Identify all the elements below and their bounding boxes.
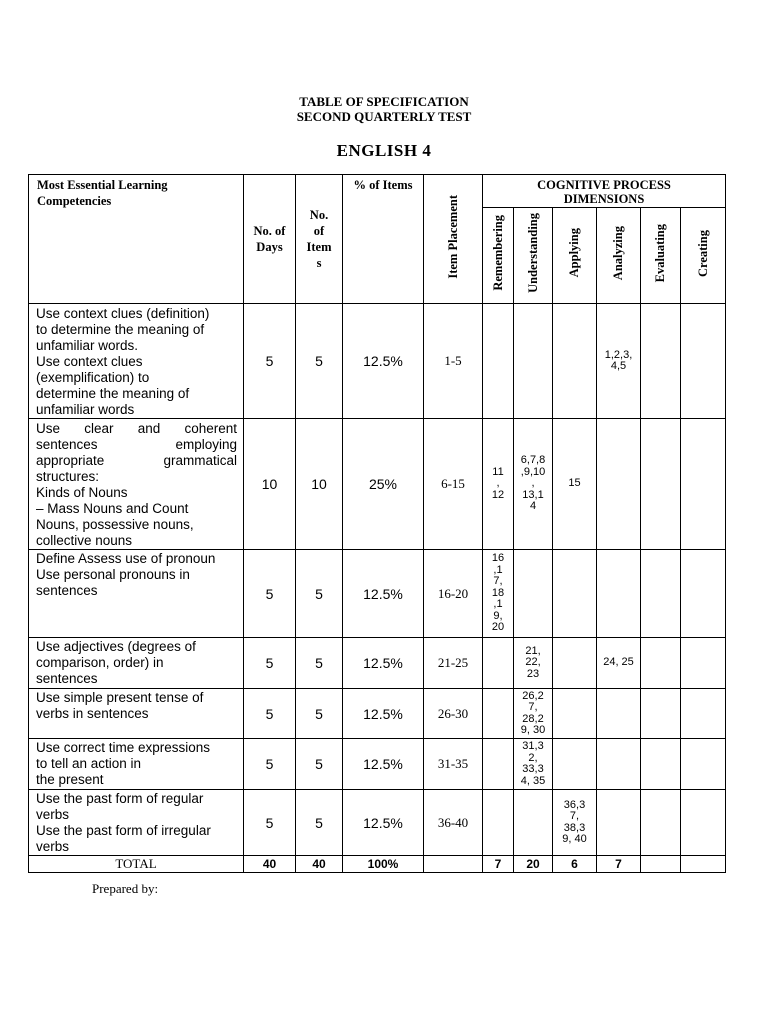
competency-line: unfamiliar words bbox=[36, 402, 135, 417]
item-numbers-line: 7, bbox=[569, 810, 580, 822]
applying-cell bbox=[553, 790, 597, 856]
total-row bbox=[29, 856, 726, 873]
table-row bbox=[29, 638, 726, 689]
percent-cell: 25% bbox=[343, 419, 424, 550]
evaluating-cell bbox=[641, 739, 681, 790]
competency-line: appropriate grammatical bbox=[36, 453, 237, 468]
item-numbers-line: 22, bbox=[525, 656, 541, 669]
competency-line: determine the meaning of bbox=[36, 386, 190, 401]
percent-cell: 12.5% bbox=[343, 790, 424, 856]
percent-cell: 12.5% bbox=[343, 638, 424, 689]
item-numbers-line: 36,3 bbox=[563, 798, 586, 811]
item-numbers-line: 13,1 bbox=[522, 488, 544, 501]
total-remembering: 7 bbox=[483, 856, 514, 873]
competency-cell bbox=[29, 739, 244, 790]
remembering-cell bbox=[483, 790, 514, 856]
understanding-cell bbox=[514, 790, 553, 856]
competency-line: Kinds of Nouns bbox=[36, 485, 128, 500]
analyzing-header: Analyzing bbox=[597, 208, 641, 304]
evaluating-cell bbox=[641, 689, 681, 739]
remembering-cell bbox=[483, 550, 514, 638]
creating-cell bbox=[681, 638, 726, 689]
remembering-header: Remembering bbox=[483, 208, 514, 304]
applying-cell bbox=[553, 638, 597, 689]
applying-cell bbox=[553, 739, 597, 790]
item-numbers-line: ,1 bbox=[493, 563, 503, 576]
analyzing-cell bbox=[597, 790, 641, 856]
analyzing-cell bbox=[597, 739, 641, 790]
days-cell: 5 bbox=[244, 790, 296, 856]
days-cell: 5 bbox=[244, 304, 296, 419]
competency-cell bbox=[29, 689, 244, 739]
competency-line: verbs in sentences bbox=[36, 706, 149, 721]
item-numbers-line: 38,3 bbox=[563, 821, 586, 834]
placement-cell: 36-40 bbox=[424, 790, 483, 856]
competency-line: verbs bbox=[36, 839, 70, 854]
placement-cell: 26-30 bbox=[424, 689, 483, 739]
analyzing-cell bbox=[597, 638, 641, 689]
document-title: TABLE OF SPECIFICATION bbox=[299, 94, 469, 109]
specification-table bbox=[28, 174, 726, 873]
understanding-cell bbox=[514, 638, 553, 689]
applying-cell bbox=[553, 550, 597, 638]
item-numbers-line: 4,5 bbox=[610, 360, 627, 372]
remembering-cell bbox=[483, 689, 514, 739]
applying-cell bbox=[553, 419, 597, 550]
table-row bbox=[29, 550, 726, 638]
evaluating-cell bbox=[641, 790, 681, 856]
creating-cell bbox=[681, 419, 726, 550]
evaluating-cell bbox=[641, 304, 681, 419]
competency-line: Use correct time expressions bbox=[36, 740, 211, 755]
table-row bbox=[29, 689, 726, 739]
competency-line: the present bbox=[36, 772, 104, 787]
creating-cell bbox=[681, 689, 726, 739]
understanding-cell bbox=[514, 689, 553, 739]
placement-cell: 16-20 bbox=[424, 550, 483, 638]
item-numbers-line: 12 bbox=[491, 488, 505, 501]
competency-line: Nouns, possessive nouns, bbox=[36, 517, 194, 532]
evaluating-cell bbox=[641, 550, 681, 638]
item-numbers-line: 15 bbox=[568, 477, 581, 490]
prepared-by: Prepared by: bbox=[92, 881, 159, 896]
item-numbers-line: 26,2 bbox=[522, 689, 544, 702]
percent-cell: 12.5% bbox=[343, 739, 424, 790]
item-numbers-line: 7, bbox=[493, 575, 503, 588]
analyzing-cell bbox=[597, 304, 641, 419]
item-numbers-line: 18 bbox=[491, 586, 505, 599]
competency-line: to determine the meaning of bbox=[36, 322, 205, 337]
competency-line: sentences bbox=[36, 583, 98, 598]
competency-line: unfamiliar words. bbox=[36, 338, 139, 353]
analyzing-cell bbox=[597, 689, 641, 739]
items-cell: 5 bbox=[296, 304, 343, 419]
competency-line: collective nouns bbox=[36, 533, 133, 548]
applying-cell bbox=[553, 304, 597, 419]
percent-cell: 12.5% bbox=[343, 550, 424, 638]
competency-line: (exemplification) to bbox=[36, 370, 150, 385]
creating-cell bbox=[681, 550, 726, 638]
understanding-cell bbox=[514, 739, 553, 790]
item-numbers-line: 4, 35 bbox=[520, 774, 546, 787]
items-header: No. of Item s bbox=[296, 175, 343, 304]
subject-title: ENGLISH 4 bbox=[336, 141, 432, 160]
creating-cell bbox=[681, 304, 726, 419]
total-percent: 100% bbox=[343, 856, 424, 873]
competency-line: Use clear and coherent bbox=[36, 421, 237, 436]
total-analyzing: 7 bbox=[597, 856, 641, 873]
competency-line: Use personal pronouns in bbox=[36, 567, 190, 582]
item-numbers-line: ,9,10 bbox=[520, 465, 546, 478]
competency-line: Use the past form of regular bbox=[36, 791, 204, 806]
items-cell: 5 bbox=[296, 790, 343, 856]
table-row bbox=[29, 739, 726, 790]
evaluating-header: Evaluating bbox=[641, 208, 681, 304]
competency-line: Use simple present tense of bbox=[36, 690, 204, 705]
items-cell: 5 bbox=[296, 739, 343, 790]
item-numbers-line: 9, bbox=[493, 609, 503, 622]
competency-line: Use context clues (definition) bbox=[36, 306, 210, 321]
applying-header: Applying bbox=[553, 208, 597, 304]
competency-line: Use context clues bbox=[36, 354, 143, 369]
item-numbers-line: , bbox=[531, 477, 535, 490]
competency-line: verbs bbox=[36, 807, 70, 822]
item-numbers-line: ,1 bbox=[493, 598, 503, 611]
competency-line: comparison, order) in bbox=[36, 655, 164, 670]
placement-cell: 31-35 bbox=[424, 739, 483, 790]
competency-line: Define Assess use of pronoun bbox=[36, 551, 216, 566]
placement-cell: 21-25 bbox=[424, 638, 483, 689]
placement-cell: 6-15 bbox=[424, 419, 483, 550]
total-label: TOTAL bbox=[29, 856, 244, 873]
total-days: 40 bbox=[244, 856, 296, 873]
header-row-1 bbox=[29, 175, 726, 208]
total-applying: 6 bbox=[553, 856, 597, 873]
item-numbers-line: 4 bbox=[529, 500, 537, 513]
competency-cell bbox=[29, 304, 244, 419]
competency-cell bbox=[29, 550, 244, 638]
table-row bbox=[29, 304, 726, 419]
competency-cell bbox=[29, 419, 244, 550]
item-numbers-line: 11 bbox=[492, 465, 504, 478]
percent-header: % of Items bbox=[343, 175, 424, 304]
competency-line: Use adjectives (degrees of bbox=[36, 639, 196, 654]
competency-line: sentences employing bbox=[36, 437, 237, 452]
days-header: No. of Days bbox=[244, 175, 296, 304]
items-cell: 5 bbox=[296, 689, 343, 739]
total-understanding: 20 bbox=[514, 856, 553, 873]
applying-cell bbox=[553, 689, 597, 739]
competency-cell bbox=[29, 638, 244, 689]
remembering-cell bbox=[483, 739, 514, 790]
placement-cell: 1-5 bbox=[424, 304, 483, 419]
percent-cell: 12.5% bbox=[343, 304, 424, 419]
item-numbers-line: 9, 40 bbox=[562, 833, 587, 845]
evaluating-cell bbox=[641, 638, 681, 689]
item-numbers-line: 23 bbox=[526, 667, 540, 680]
understanding-cell bbox=[514, 550, 553, 638]
creating-cell bbox=[681, 739, 726, 790]
understanding-cell bbox=[514, 304, 553, 419]
days-cell: 5 bbox=[244, 638, 296, 689]
remembering-cell bbox=[483, 304, 514, 419]
days-cell: 5 bbox=[244, 550, 296, 638]
competency-cell bbox=[29, 790, 244, 856]
competency-line: structures: bbox=[36, 469, 100, 484]
days-cell: 5 bbox=[244, 739, 296, 790]
placement-header: Item Placement bbox=[424, 175, 483, 304]
days-cell: 5 bbox=[244, 689, 296, 739]
item-numbers-line: 33,3 bbox=[522, 763, 544, 775]
remembering-cell bbox=[483, 638, 514, 689]
competency-line: Use the past form of irregular bbox=[36, 823, 211, 838]
understanding-header: Understanding bbox=[514, 208, 553, 304]
table-row bbox=[29, 790, 726, 856]
item-numbers-line: 2, bbox=[528, 751, 538, 764]
document-subtitle: SECOND QUARTERLY TEST bbox=[296, 109, 472, 124]
total-creating bbox=[681, 856, 726, 873]
item-numbers-line: 16 bbox=[491, 552, 505, 565]
cognitive-dimensions-header: COGNITIVE PROCESS DIMENSIONS bbox=[483, 175, 726, 208]
item-numbers-line: 21, bbox=[525, 644, 541, 657]
item-numbers-line: 20 bbox=[491, 621, 505, 634]
item-numbers-line: 31,3 bbox=[522, 740, 544, 752]
item-numbers-line: 7, bbox=[528, 701, 538, 713]
item-numbers-line: 1,2,3, bbox=[604, 348, 633, 361]
item-numbers-line: 6,7,8 bbox=[520, 454, 546, 467]
understanding-cell bbox=[514, 419, 553, 550]
competencies-header: Most Essential Learning Competencies bbox=[29, 175, 244, 304]
creating-cell bbox=[681, 790, 726, 856]
analyzing-cell bbox=[597, 550, 641, 638]
item-numbers-line: 24, 25 bbox=[603, 656, 634, 669]
item-numbers-line: , bbox=[496, 477, 500, 490]
creating-header: Creating bbox=[681, 208, 726, 304]
analyzing-cell bbox=[597, 419, 641, 550]
items-cell: 5 bbox=[296, 550, 343, 638]
item-numbers-line: 9, 30 bbox=[520, 724, 546, 736]
total-placement bbox=[424, 856, 483, 873]
total-items: 40 bbox=[296, 856, 343, 873]
total-evaluating bbox=[641, 856, 681, 873]
evaluating-cell bbox=[641, 419, 681, 550]
percent-cell: 12.5% bbox=[343, 689, 424, 739]
competency-line: sentences bbox=[36, 671, 98, 686]
items-cell: 10 bbox=[296, 419, 343, 550]
item-numbers-line: 28,2 bbox=[522, 712, 544, 725]
items-cell: 5 bbox=[296, 638, 343, 689]
competency-line: – Mass Nouns and Count bbox=[36, 501, 189, 516]
table-row bbox=[29, 419, 726, 550]
remembering-cell bbox=[483, 419, 514, 550]
competency-line: to tell an action in bbox=[36, 756, 142, 771]
days-cell: 10 bbox=[244, 419, 296, 550]
